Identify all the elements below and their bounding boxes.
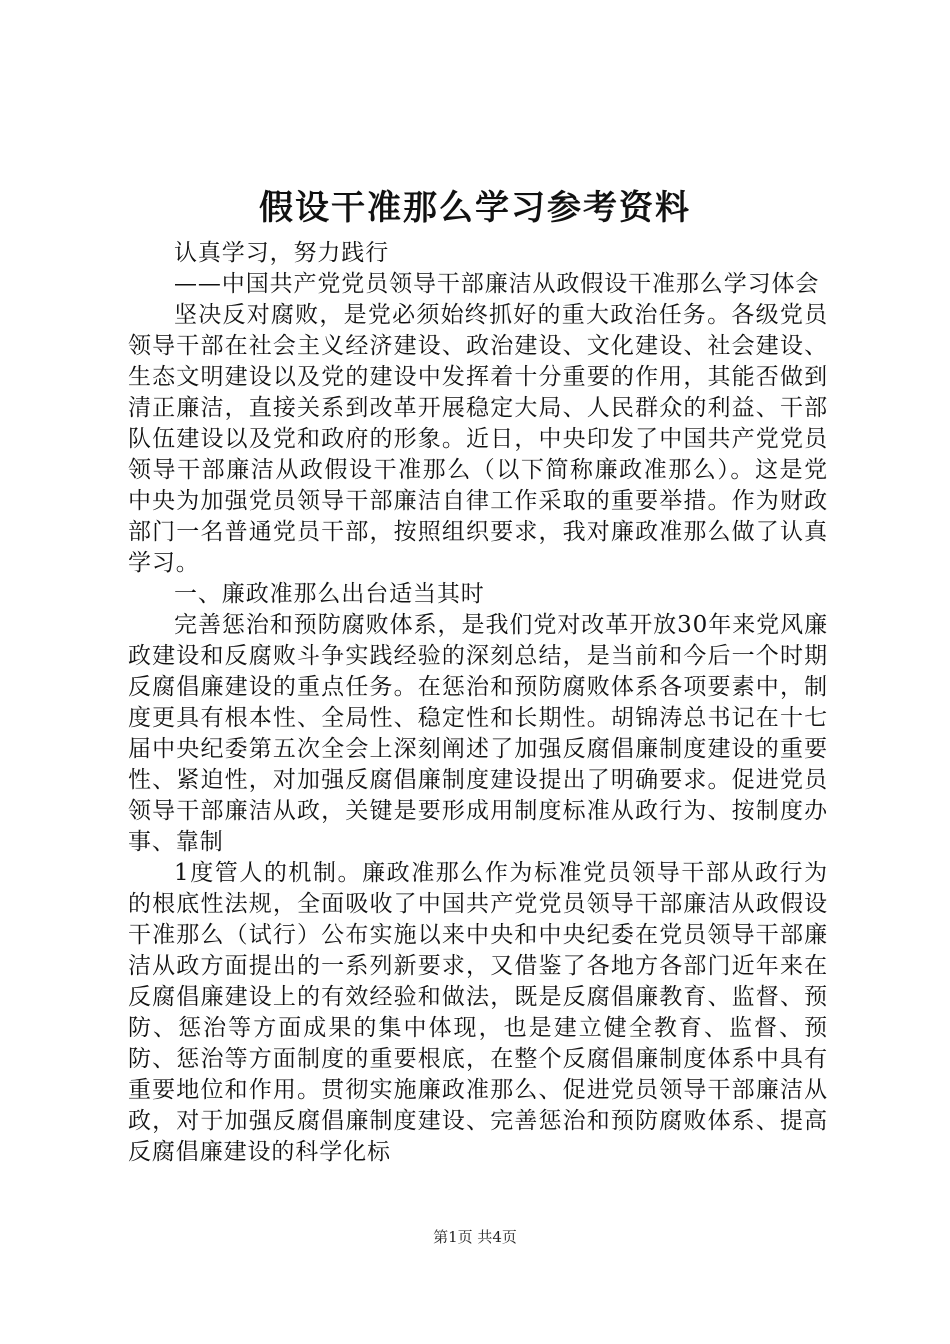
subtitle-dash-line: ——中国共产党党员领导干部廉洁从政假设干准那么学习体会 [174, 271, 820, 297]
section-heading-1: 一、廉政准那么出台适当其时 [174, 581, 485, 607]
document-title: 假设干准那么学习参考资料 [259, 188, 691, 228]
paragraph-section-1: 完善惩治和预防腐败体系，是我们党对改革开放30年来党风廉政建设和反腐败斗争实践经验的深刻总结，是当前和今后一个时期反腐倡廉建设的重点任务。在惩治和预防腐败体系各项要素中，制度更具有根本性、全局性、稳定性和长期性。胡锦涛总书记在十七届中央纪委第五次全会上深刻阐述了加强反腐倡廉制度建设的重要性、紧迫性，对加强反腐倡廉制度建设提出了明确要求。促进党员领导干部廉洁从政，关键是要形成用制度标准从政行为、按制度办事、靠制 [128, 612, 828, 855]
document-body [128, 238, 828, 1168]
subtitle-line: 认真学习，努力践行 [174, 240, 390, 266]
page-footer: 第1页 共4页 [433, 1228, 517, 1246]
paragraph-continuation: 1度管人的机制。廉政准那么作为标准党员领导干部从政行为的根底性法规，全面吸收了中国共产党党员领导干部廉洁从政假设干准那么（试行）公布实施以来中央和中央纪委在党员领导干部廉洁从政方面提出的一系列新要求，又借鉴了各地方各部门近年来在反腐倡廉建设上的有效经验和做法，既是反腐倡廉教育、监督、预防、惩治等方面成果的集中体现，也是建立健全教育、监督、预防、惩治等方面制度的重要根底，在整个反腐倡廉制度体系中具有重要地位和作用。贯彻实施廉政准那么、促进党员领导干部廉洁从政，对于加强反腐倡廉制度建设、完善惩治和预防腐败体系、提高反腐倡廉建设的科学化标 [128, 860, 828, 1165]
paragraph-intro: 坚决反对腐败，是党必须始终抓好的重大政治任务。各级党员领导干部在社会主义经济建设、政治建设、文化建设、社会建设、生态文明建设以及党的建设中发挥着十分重要的作用，其能否做到清正廉洁，直接关系到改革开展稳定大局、人民群众的利益、干部队伍建设以及党和政府的形象。近日，中央印发了中国共产党党员领导干部廉洁从政假设干准那么（以下简称廉政准那么）。这是党中央为加强党员领导干部廉洁自律工作采取的重要举措。作为财政部门一名普通党员干部，按照组织要求，我对廉政准那么做了认真学习。 [128, 302, 828, 576]
